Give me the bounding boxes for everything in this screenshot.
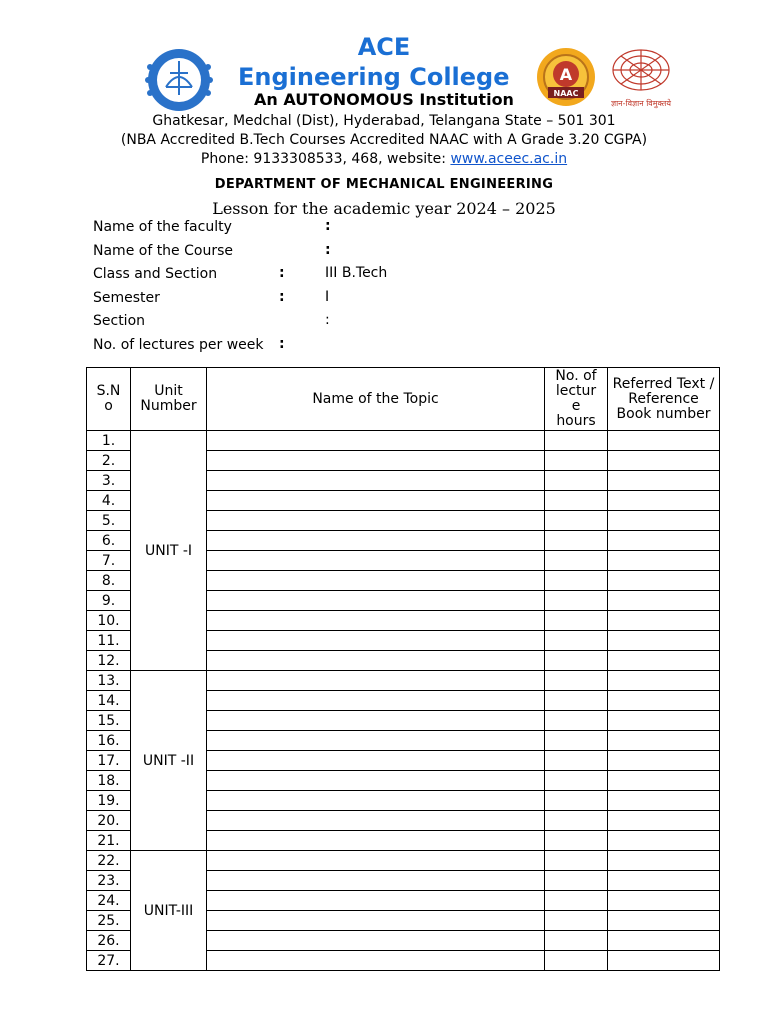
hours-cell[interactable] xyxy=(545,611,608,631)
college-name-line2: Engineering College xyxy=(238,63,510,91)
row-serial-number: 5. xyxy=(87,511,131,531)
hours-cell[interactable] xyxy=(545,871,608,891)
reference-cell[interactable] xyxy=(608,691,720,711)
field-colon-course: : xyxy=(325,242,331,258)
hours-cell[interactable] xyxy=(545,751,608,771)
reference-cell[interactable] xyxy=(608,871,720,891)
row-serial-number: 15. xyxy=(87,711,131,731)
department-title: DEPARTMENT OF MECHANICAL ENGINEERING xyxy=(214,177,554,192)
hours-cell[interactable] xyxy=(545,831,608,851)
hours-cell[interactable] xyxy=(545,791,608,811)
college-address: Ghatkesar, Medchal (Dist), Hyderabad, Telangana State – 501 301 xyxy=(152,113,616,129)
field-colon-class: : xyxy=(279,265,285,281)
reference-cell[interactable] xyxy=(608,571,720,591)
hours-cell[interactable] xyxy=(545,491,608,511)
accreditation-line: (NBA Accredited B.Tech Courses Accredited NAAC with A Grade 3.20 CGPA) xyxy=(120,132,648,148)
field-label-class: Class and Section xyxy=(93,266,218,282)
hours-cell[interactable] xyxy=(545,711,608,731)
topic-cell[interactable] xyxy=(207,491,545,511)
reference-cell[interactable] xyxy=(608,911,720,931)
hours-cell[interactable] xyxy=(545,731,608,751)
hours-cell[interactable] xyxy=(545,891,608,911)
hours-cell[interactable] xyxy=(545,671,608,691)
hours-cell[interactable] xyxy=(545,451,608,471)
topic-cell[interactable] xyxy=(207,511,545,531)
row-serial-number: 4. xyxy=(87,491,131,511)
topic-cell[interactable] xyxy=(207,431,545,451)
topic-cell[interactable] xyxy=(207,471,545,491)
reference-cell[interactable] xyxy=(608,471,720,491)
row-serial-number: 12. xyxy=(87,651,131,671)
topic-cell[interactable] xyxy=(207,791,545,811)
row-serial-number: 18. xyxy=(87,771,131,791)
unit-name-cell: UNIT -I xyxy=(131,431,207,671)
reference-cell[interactable] xyxy=(608,451,720,471)
autonomous-subtitle: An AUTONOMOUS Institution xyxy=(254,90,514,109)
field-colon-semester: : xyxy=(279,289,285,305)
ugc-tagline: ज्ञान-विज्ञान विमुक्तये xyxy=(610,99,672,108)
topic-cell[interactable] xyxy=(207,451,545,471)
contact-line xyxy=(0,150,768,168)
topic-cell[interactable] xyxy=(207,831,545,851)
reference-cell[interactable] xyxy=(608,851,720,871)
reference-cell[interactable] xyxy=(608,651,720,671)
hours-cell[interactable] xyxy=(545,471,608,491)
hours-cell[interactable] xyxy=(545,851,608,871)
field-label-faculty: Name of the faculty xyxy=(93,219,232,235)
topic-cell[interactable] xyxy=(207,631,545,651)
website-link[interactable]: www.aceec.ac.in xyxy=(450,151,568,167)
field-value-semester[interactable]: I xyxy=(325,289,330,305)
hours-cell[interactable] xyxy=(545,691,608,711)
row-serial-number: 10. xyxy=(87,611,131,631)
hours-cell[interactable] xyxy=(545,531,608,551)
topic-cell[interactable] xyxy=(207,691,545,711)
row-serial-number: 6. xyxy=(87,531,131,551)
table-row xyxy=(87,431,720,451)
row-serial-number: 7. xyxy=(87,551,131,571)
row-serial-number: 8. xyxy=(87,571,131,591)
table-row xyxy=(87,671,720,691)
row-serial-number: 21. xyxy=(87,831,131,851)
row-serial-number: 1. xyxy=(87,431,131,451)
header-topic: Name of the Topic xyxy=(207,368,545,431)
field-colon-faculty: : xyxy=(325,218,331,234)
reference-cell[interactable] xyxy=(608,431,720,451)
topic-cell[interactable] xyxy=(207,551,545,571)
table-header-row xyxy=(87,368,720,431)
reference-cell[interactable] xyxy=(608,551,720,571)
row-serial-number: 19. xyxy=(87,791,131,811)
hours-cell[interactable] xyxy=(545,651,608,671)
table-body xyxy=(87,431,720,971)
reference-cell[interactable] xyxy=(608,931,720,951)
reference-cell[interactable] xyxy=(608,631,720,651)
field-colon-section: : xyxy=(325,312,330,328)
table-row xyxy=(87,851,720,871)
topic-cell[interactable] xyxy=(207,711,545,731)
topic-cell[interactable] xyxy=(207,611,545,631)
row-serial-number: 23. xyxy=(87,871,131,891)
row-serial-number: 14. xyxy=(87,691,131,711)
row-serial-number: 3. xyxy=(87,471,131,491)
row-serial-number: 22. xyxy=(87,851,131,871)
row-serial-number: 11. xyxy=(87,631,131,651)
naac-badge-letter: A xyxy=(559,65,573,84)
row-serial-number: 2. xyxy=(87,451,131,471)
row-serial-number: 20. xyxy=(87,811,131,831)
field-label-course: Name of the Course xyxy=(93,243,233,259)
row-serial-number: 16. xyxy=(87,731,131,751)
row-serial-number: 27. xyxy=(87,951,131,971)
topic-cell[interactable] xyxy=(207,851,545,871)
topic-cell[interactable] xyxy=(207,651,545,671)
reference-cell[interactable] xyxy=(608,751,720,771)
row-serial-number: 9. xyxy=(87,591,131,611)
topic-cell[interactable] xyxy=(207,571,545,591)
field-label-section: Section xyxy=(93,313,146,329)
topic-cell[interactable] xyxy=(207,531,545,551)
topic-cell[interactable] xyxy=(207,951,545,971)
reference-cell[interactable] xyxy=(608,591,720,611)
topic-cell[interactable] xyxy=(207,911,545,931)
reference-cell[interactable] xyxy=(608,511,720,531)
reference-cell[interactable] xyxy=(608,891,720,911)
unit-name-cell: UNIT -II xyxy=(131,671,207,851)
topic-cell[interactable] xyxy=(207,751,545,771)
hours-cell[interactable] xyxy=(545,631,608,651)
field-value-class[interactable]: III B.Tech xyxy=(325,265,388,281)
lesson-plan-table xyxy=(86,367,720,971)
reference-cell[interactable] xyxy=(608,531,720,551)
field-label-semester: Semester xyxy=(93,290,160,306)
reference-cell[interactable] xyxy=(608,831,720,851)
hours-cell[interactable] xyxy=(545,511,608,531)
hours-cell[interactable] xyxy=(545,911,608,931)
topic-cell[interactable] xyxy=(207,771,545,791)
topic-cell[interactable] xyxy=(207,591,545,611)
reference-cell[interactable] xyxy=(608,671,720,691)
row-serial-number: 17. xyxy=(87,751,131,771)
unit-name-cell: UNIT-III xyxy=(131,851,207,971)
topic-cell[interactable] xyxy=(207,931,545,951)
hours-cell[interactable] xyxy=(545,951,608,971)
row-serial-number: 13. xyxy=(87,671,131,691)
topic-cell[interactable] xyxy=(207,871,545,891)
topic-cell[interactable] xyxy=(207,671,545,691)
topic-cell[interactable] xyxy=(207,731,545,751)
hours-cell[interactable] xyxy=(545,931,608,951)
hours-cell[interactable] xyxy=(545,591,608,611)
reference-cell[interactable] xyxy=(608,731,720,751)
college-name-line1: ACE xyxy=(357,33,411,61)
reference-cell[interactable] xyxy=(608,611,720,631)
row-serial-number: 25. xyxy=(87,911,131,931)
row-serial-number: 24. xyxy=(87,891,131,911)
topic-cell[interactable] xyxy=(207,811,545,831)
lesson-title: Lesson for the academic year 2024 – 2025 xyxy=(212,199,556,218)
reference-cell[interactable] xyxy=(608,711,720,731)
hours-cell[interactable] xyxy=(545,551,608,571)
field-colon-lectures: : xyxy=(279,336,285,352)
hours-cell[interactable] xyxy=(545,811,608,831)
hours-cell[interactable] xyxy=(545,431,608,451)
header-hours: No. of lectur e hours xyxy=(545,368,608,431)
hours-cell[interactable] xyxy=(545,571,608,591)
reference-cell[interactable] xyxy=(608,491,720,511)
reference-cell[interactable] xyxy=(608,951,720,971)
topic-cell[interactable] xyxy=(207,891,545,911)
header-sno: S.N o xyxy=(87,368,131,431)
naac-badge-text: NAAC xyxy=(553,89,579,98)
reference-cell[interactable] xyxy=(608,771,720,791)
header-unit: Unit Number xyxy=(131,368,207,431)
row-serial-number: 26. xyxy=(87,931,131,951)
hours-cell[interactable] xyxy=(545,771,608,791)
header-reference: Referred Text / Reference Book number xyxy=(608,368,720,431)
reference-cell[interactable] xyxy=(608,791,720,811)
phone-text: Phone: 9133308533, 468, website: xyxy=(200,151,451,167)
reference-cell[interactable] xyxy=(608,811,720,831)
field-label-lectures: No. of lectures per week xyxy=(93,337,264,353)
